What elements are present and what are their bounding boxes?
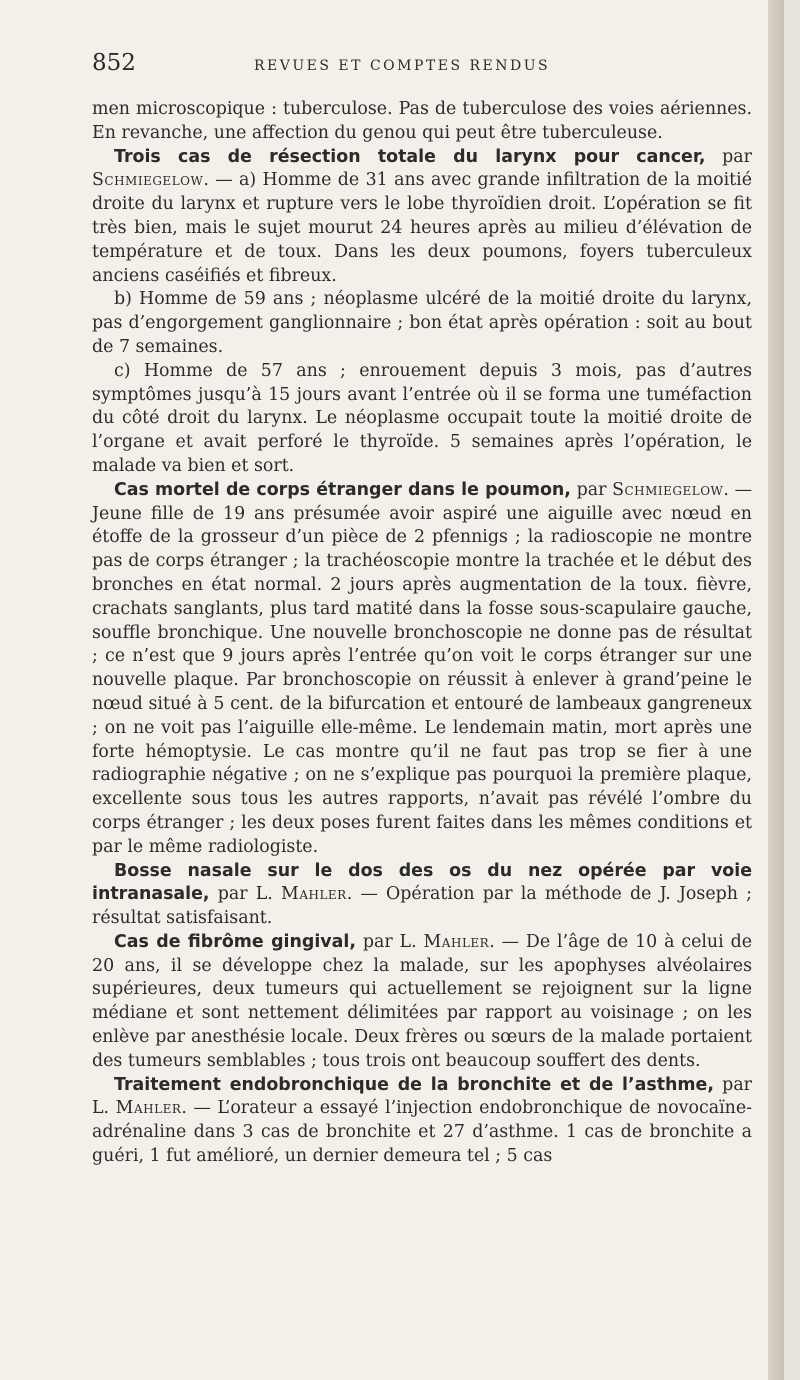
section-heading: Cas mortel de corps étranger dans le poumon, [114, 479, 571, 500]
paragraph-continued: men microscopique : tuberculose. Pas de tuberculose des voies aériennes. En revanche, une affection du genou qui peut être tuberculeuse. [92, 99, 752, 143]
paragraph-case-c: c) Homme de 57 ans ; enrouement depuis 3 mois, pas d’autres symptômes jusqu’à 15 jours avant l’entrée où il se forma une tuméfaction du côté droit du larynx. Le néoplasme occupait toute la moitié droite de l’organe et avait perforé le thyroïde. 5 semaines après l’opération, le malade va bien et sort. [92, 360, 752, 476]
paragraph-gingival-fibroma: Cas de fibrôme gingival, par L. Mahler. — De l’âge de 10 à celui de 20 ans, il se développe chez la malade, sur les apophyses alvéolaires supérieures, deux tumeurs qui actuellement se rejoignent sur la ligne médiane et sont nettement délimitées par rapport au voisinage ; on les enlève par anesthésie locale. Deux frères ou sœurs de la malade portaient des tumeurs semblables ; tous trois ont beaucoup souffert des dents. [92, 931, 753, 1071]
section-heading: Cas de fibrôme gingival, [114, 931, 356, 952]
paragraph-nasal-hump: Bosse nasale sur le dos des os du nez opérée par voie intranasale, par L. Mahler. — Opération par la méthode de J. Joseph ; résultat satisfaisant. [92, 860, 752, 929]
paragraph-larynx-resection: Trois cas de résection totale du larynx pour cancer, par Schmiegelow. — a) Homme de 31 ans avec grande infiltration de la moitié droite du larynx et rupture vers le lobe thyroïdien droit. L’opération se fit très bien, mais le sujet mourut 24 heures après au milieu d’élévation de température et de toux. Dans les deux poumons, foyers tuberculeux anciens caséifiés et fibreux. [92, 146, 752, 286]
section-heading: Traitement endobronchique de la bronchite et de l’asthme, [114, 1074, 714, 1095]
author-name: Mahler [423, 931, 490, 952]
page-number: 852 [92, 50, 136, 76]
section-heading: Trois cas de résection totale du larynx pour cancer, [114, 146, 706, 167]
page-edge [768, 0, 784, 1380]
author-name: Mahler [281, 884, 347, 905]
paragraph-foreign-body: Cas mortel de corps étranger dans le poumon, par Schmiegelow. — Jeune fille de 19 ans présumée avoir aspiré une aiguille avec nœud en étoffe de la grosseur d’un pièce de 2 pfennigs ; la radioscopie ne montre pas de corps étranger ; la trachéoscopie montre la trachée et le début des bronches en état normal. 2 jours après augmentation de la toux. fièvre, crachats sanglants, plus tard matité dans la fosse sous-scapulaire gauche, souffle bronchique. Une nouvelle bronchoscopie ne donne pas de résultat ; ce n’est que 9 jours après l’entrée qu’on voit le corps étranger sur une nouvelle plaque. Par bronchoscopie on réussit à enlever à grand’peine le nœud situé à 5 cent. de la bifurcation et entouré de lambeaux gangreneux ; on ne voit pas l’aiguille elle-même. Le lendemain matin, mort après une forte hémoptysie. Le cas montre qu’il ne faut pas trop se fier à une radiographie négative ; on ne s’explique pas pourquoi la première plaque, excellente sous tous les autres rapports, n’avait pas révélé l’ombre du corps étranger ; les deux poses furent faites dans les mêmes conditions et par le même radiologiste. [92, 479, 752, 857]
author-name: Schmiegelow [92, 170, 204, 191]
author-name: Schmiegelow [612, 479, 724, 500]
article-body [92, 98, 752, 1169]
page-header [92, 50, 752, 90]
running-title: REVUES ET COMPTES RENDUS [254, 58, 551, 74]
author-name: Mahler [115, 1098, 182, 1119]
paragraph-endobronchial: Traitement endobronchique de la bronchite et de l’asthme, par L. Mahler. — L’orateur a essayé l’injection endobronchique de novocaïne-adrénaline dans 3 cas de bronchite et 27 d’asthme. 1 cas de bronchite a guéri, 1 fut amélioré, un dernier demeura tel ; 5 cas [92, 1074, 752, 1167]
paragraph-case-b: b) Homme de 59 ans ; néoplasme ulcéré de la moitié droite du larynx, pas d’engorgement ganglionnaire ; bon état après opération : soit au bout de 7 semaines. [92, 289, 752, 357]
section-heading: Bosse nasale sur le dos des os du nez opérée par voie intranasale, [92, 860, 752, 905]
